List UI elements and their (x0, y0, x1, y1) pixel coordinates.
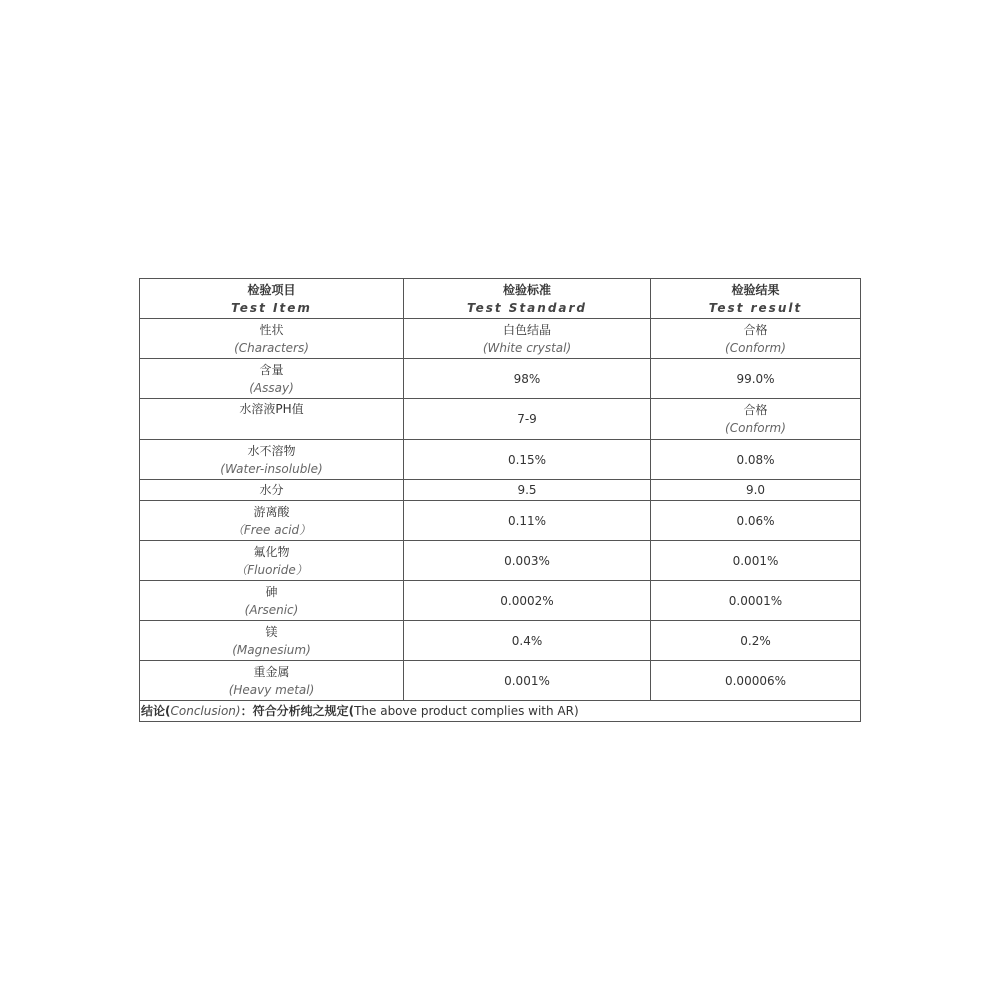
item-en: （Free acid） (231, 522, 312, 537)
header-item-cell (140, 279, 404, 319)
result-value: 0.00006% (724, 673, 787, 688)
item-en: (Magnesium) (232, 642, 311, 657)
standard-cell (404, 501, 651, 541)
item-zh: 水分 (259, 483, 284, 497)
header-standard-cell (404, 279, 651, 319)
item-zh: 氟化物 (253, 544, 290, 559)
item-zh: 游离酸 (253, 504, 290, 519)
result-zh: 合格 (743, 403, 768, 417)
item-zh: 镁 (265, 624, 278, 639)
result-value: 0.001% (732, 553, 779, 568)
result-cell (651, 440, 861, 480)
table-row (140, 581, 861, 621)
table-row (140, 440, 861, 480)
header-standard-zh: 检验标准 (502, 282, 551, 297)
result-cell (651, 541, 861, 581)
result-en: (Conform) (725, 421, 786, 435)
standard-cell (404, 319, 651, 359)
standard-en: (White crystal) (482, 340, 572, 355)
standard-value: 98% (513, 371, 541, 386)
result-cell (651, 319, 861, 359)
standard-cell (404, 359, 651, 399)
item-zh: 水溶液PH值 (239, 402, 304, 416)
table-row (140, 621, 861, 661)
header-result-zh: 检验结果 (731, 282, 780, 297)
table-row (140, 319, 861, 359)
result-cell (651, 501, 861, 541)
standard-value: 0.0002% (500, 593, 554, 608)
standard-zh: 白色结晶 (502, 322, 551, 337)
item-cell (140, 480, 404, 501)
table-row (140, 359, 861, 399)
header-row (140, 279, 861, 319)
item-zh: 水不溶物 (247, 443, 296, 458)
item-en: (Assay) (249, 380, 294, 395)
result-en: (Conform) (725, 340, 786, 355)
item-cell (140, 541, 404, 581)
table-row (140, 501, 861, 541)
standard-cell (404, 480, 651, 501)
item-cell (140, 621, 404, 661)
conclusion-label-zh: 结论( (141, 704, 171, 718)
standard-value: 0.11% (507, 513, 547, 528)
result-value: 0.2% (740, 633, 771, 648)
item-zh: 重金属 (253, 664, 290, 679)
standard-value: 7-9 (517, 412, 537, 426)
result-cell (651, 359, 861, 399)
conclusion-label-en: Conclusion) (170, 704, 241, 718)
standard-cell (404, 541, 651, 581)
header-standard-en: Test Standard (466, 300, 588, 315)
conclusion-row (140, 701, 861, 722)
standard-cell (404, 399, 651, 440)
item-zh: 含量 (259, 362, 284, 377)
standard-value: 0.001% (504, 673, 550, 688)
result-cell (651, 661, 861, 701)
item-cell (140, 440, 404, 480)
item-cell (140, 661, 404, 701)
header-item-zh: 检验项目 (247, 282, 296, 297)
result-zh: 合格 (743, 322, 768, 337)
standard-value: 0.15% (507, 452, 547, 467)
result-value: 0.08% (736, 452, 775, 467)
conclusion-cell (140, 701, 861, 722)
table-row (140, 399, 861, 440)
table-row (140, 480, 861, 501)
spec-table (139, 278, 861, 722)
header-item-en: Test Item (231, 300, 312, 315)
item-cell (140, 581, 404, 621)
result-value: 9.0 (745, 483, 766, 497)
standard-cell (404, 440, 651, 480)
item-en: （Fluoride） (235, 562, 308, 577)
table-row (140, 661, 861, 701)
standard-value: 0.4% (511, 633, 543, 648)
item-en: (Water-insoluble) (220, 461, 323, 476)
standard-cell (404, 661, 651, 701)
table-row (140, 541, 861, 581)
item-zh: 性状 (259, 322, 284, 337)
item-en: (Arsenic) (244, 602, 299, 617)
header-result-en: Test result (708, 300, 803, 315)
result-value: 99.0% (736, 371, 775, 386)
conclusion-statement-zh: ：符合分析纯之规定( (240, 704, 355, 718)
item-zh: 砷 (265, 584, 278, 599)
result-cell (651, 399, 861, 440)
result-value: 0.06% (736, 513, 775, 528)
standard-cell (404, 581, 651, 621)
item-cell (140, 359, 404, 399)
header-result-cell (651, 279, 861, 319)
item-cell (140, 319, 404, 359)
item-en: (Characters) (234, 340, 309, 355)
result-cell (651, 480, 861, 501)
conclusion-statement-en: The above product complies with AR) (354, 704, 579, 718)
result-value: 0.0001% (728, 593, 783, 608)
result-cell (651, 621, 861, 661)
standard-cell (404, 621, 651, 661)
item-cell (140, 501, 404, 541)
result-cell (651, 581, 861, 621)
item-en: (Heavy metal) (228, 682, 315, 697)
standard-value: 0.003% (504, 553, 550, 568)
standard-value: 9.5 (517, 483, 537, 497)
item-cell (140, 399, 404, 440)
